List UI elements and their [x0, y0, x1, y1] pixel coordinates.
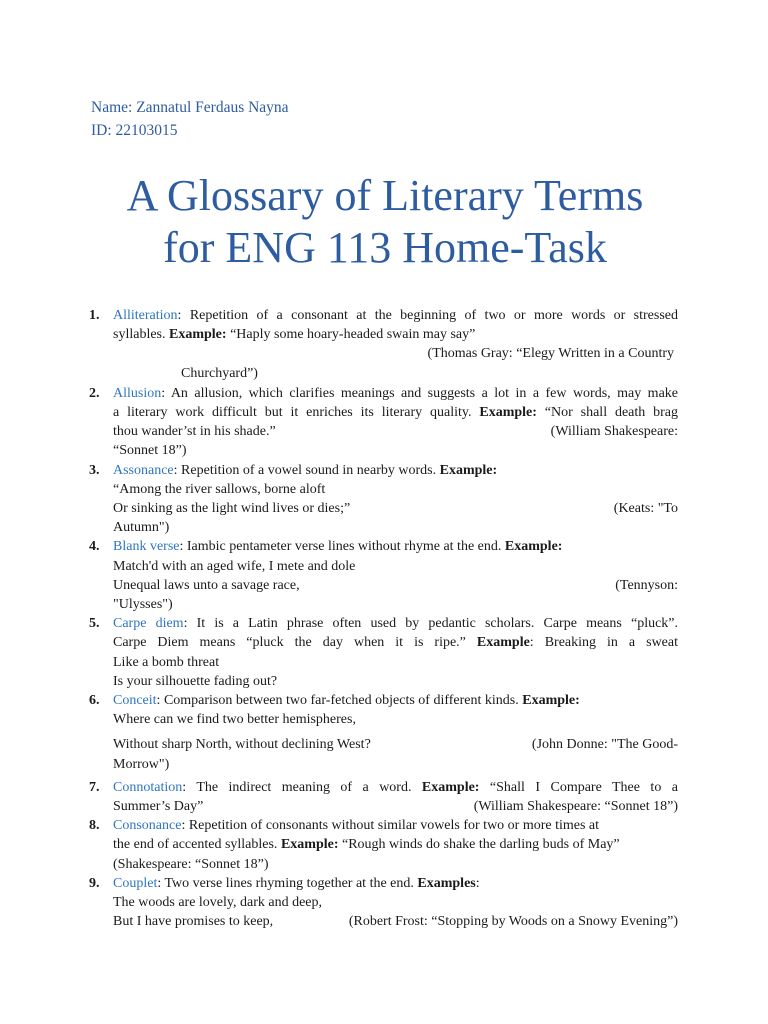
glossary-list — [0, 306, 768, 932]
citation: (Shakespeare: “Sonnet 18”) — [113, 856, 269, 872]
example-label: Example: — [439, 462, 498, 478]
glossary-item: 5. Carpe diem: It is a Latin phrase often used by pedantic scholars. Carpe means “pluck”. Carpe Diem means “pluck the day when it is ripe.” Example: Breaking in a sweat Like a bomb threat Is your silhouette fading out? — [89, 616, 679, 689]
term-name: Assonance — [113, 462, 174, 478]
citation: (Keats: "To — [613, 501, 678, 517]
glossary-item: 2. Allusion: An allusion, which clarifies meanings and suggests a lot in a few words, may make a literary work difficult but it enriches its literary quality. Example: “Nor shall death brag thou wander’st in his shade.” (William Shakespeare: “Sonnet 18”) — [89, 385, 679, 459]
example-label: Example: — [479, 405, 537, 421]
example-label: Example: — [421, 779, 480, 795]
example-label: Examples — [417, 875, 476, 891]
glossary-item: 7. Connotation: The indirect meaning of a word. Example: “Shall I Compare Thee to a Summer’s Day” (William Shakespeare: “Sonnet 18”) — [0, 778, 768, 816]
citation: (John Donne: "The Good- — [531, 737, 678, 753]
author-header — [91, 96, 289, 142]
example-label: Example — [476, 635, 530, 651]
item-number: 3. — [89, 462, 100, 478]
example-label: Example: — [522, 693, 580, 709]
item-number: 1. — [89, 308, 100, 323]
citation: (Thomas Gray: “Elegy Written in a Country — [427, 346, 674, 362]
term-name: Consonance — [113, 818, 182, 834]
title-line-1: A Glossary of Literary Terms — [126, 171, 644, 220]
term-name: Conceit — [113, 693, 157, 709]
glossary-item: 6. Conceit: Comparison between two far-fetched objects of different kinds. Example: Where can we find two better hemispheres, Without sharp North, without declining West? (John Donne: "The Good- Morrow") — [89, 693, 678, 772]
item-number: 5. — [89, 616, 100, 632]
glossary-item: 4. Blank verse: Iambic pentameter verse lines without rhyme at the end. Example: Match'd with an aged wife, I mete and dole Unequal laws unto a savage race, (Tennyson: "Ulysses") — [89, 539, 678, 613]
term-name: Allusion — [113, 385, 162, 401]
example-label: Example: — [504, 539, 563, 555]
citation: (Tennyson: — [615, 577, 678, 593]
term-name: Carpe diem — [113, 616, 184, 632]
item-number: 8. — [89, 818, 100, 834]
example-label: Example: — [169, 327, 227, 343]
glossary-item: 8. Consonance: Repetition of consonants without similar vowels for two or more times at the end of accented syllables. Example: “Rough winds do shake the darling buds of May” (Shakespeare: “Sonnet 18”) — [0, 816, 768, 874]
example-label: Example: — [280, 837, 339, 853]
author-name: Name: Zannatul Ferdaus Nayna — [91, 99, 289, 116]
item-number: 9. — [89, 875, 100, 891]
glossary-item: 9. Couplet: Two verse lines rhyming together at the end. Examples: The woods are lovely, dark and deep, But I have promises to keep, (Robert Frost: “Stopping by Woods on a Snowy Evening”) — [0, 874, 768, 932]
item-number: 6. — [89, 693, 100, 709]
citation: (William Shakespeare: — [550, 424, 678, 440]
title-line-2: for ENG 113 Home-Task — [163, 223, 607, 272]
citation: (Robert Frost: “Stopping by Woods on a Snowy Evening”) — [348, 914, 678, 930]
term-name: Alliteration — [113, 308, 178, 323]
item-number: 2. — [89, 385, 100, 401]
term-name: Blank verse — [113, 539, 180, 555]
glossary-item: 1. Alliteration: Repetition of a consonant at the beginning of two or more words or stressed syllables. Example: “Haply some hoary-headed swain may say” (Thomas Gray: “Elegy Written in a Country Churchyard”) — [89, 308, 679, 381]
citation: (William Shakespeare: “Sonnet 18”) — [473, 799, 678, 815]
student-id: ID: 22103015 — [91, 122, 178, 139]
page-title — [60, 170, 710, 274]
term-name: Connotation — [113, 779, 183, 795]
glossary-item: 3. Assonance: Repetition of a vowel sound in nearby words. Example: “Among the river sallows, borne aloft Or sinking as the light wind lives or dies;” (Keats: "To Autumn") — [89, 462, 678, 536]
item-number: 4. — [89, 539, 100, 555]
term-name: Couplet — [113, 875, 158, 891]
item-number: 7. — [89, 779, 100, 795]
